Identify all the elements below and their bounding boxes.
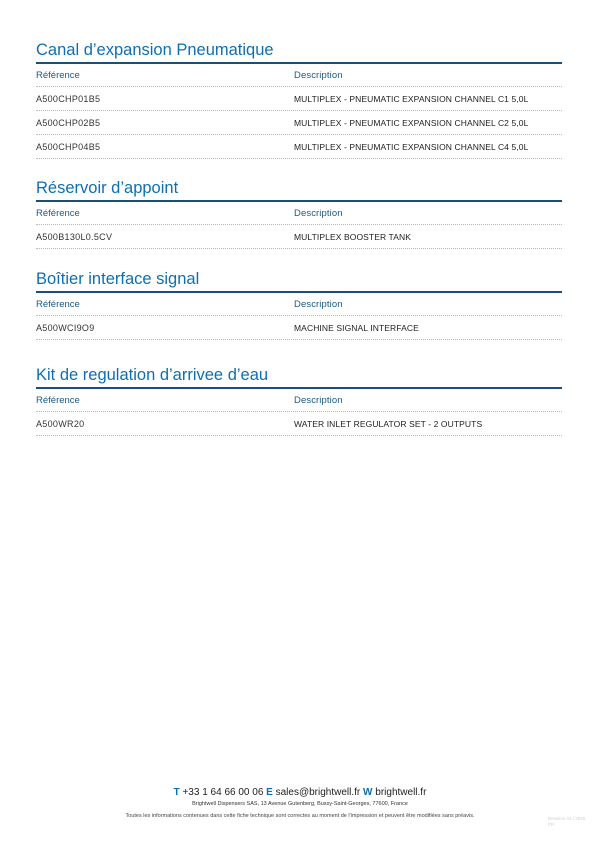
table-header: [36, 202, 562, 225]
table-row: [36, 111, 562, 135]
phone-number[interactable]: +33 1 64 66 00 06: [182, 787, 264, 798]
cell-description: MULTIPLEX - PNEUMATIC EXPANSION CHANNEL C1 5,0L: [294, 93, 529, 104]
section-title: Kit de regulation d’arrivee d’eau: [36, 366, 269, 384]
table-row: [36, 412, 562, 436]
header-description: Description: [294, 69, 343, 81]
section-title: Boîtier interface signal: [36, 270, 200, 288]
cell-reference: A500CHP01B5: [36, 93, 101, 104]
table-header: [36, 389, 562, 412]
table-header: [36, 64, 562, 87]
email-link[interactable]: sales@brightwell.fr: [275, 787, 361, 798]
table-row: [36, 87, 562, 111]
table-row: [36, 316, 562, 340]
section-booster-tank: [36, 178, 562, 249]
product-table: [36, 200, 562, 249]
table-header: [36, 293, 562, 316]
cell-description: MACHINE SIGNAL INTERFACE: [294, 322, 419, 333]
website-label: W: [363, 787, 373, 798]
cell-description: MULTIPLEX - PNEUMATIC EXPANSION CHANNEL C4 5,0L: [294, 141, 529, 152]
cell-description: WATER INLET REGULATOR SET - 2 OUTPUTS: [294, 418, 483, 429]
product-table: [36, 387, 562, 436]
header-reference: Référence: [36, 298, 80, 310]
revision-note: Revision 01 / 2020 FR: [548, 816, 586, 827]
cell-reference: A500B130L0.5CV: [36, 231, 113, 242]
cell-description: MULTIPLEX - PNEUMATIC EXPANSION CHANNEL C2 5,0L: [294, 117, 529, 128]
footer-contact: [0, 787, 600, 798]
header-description: Description: [294, 394, 343, 406]
phone-label: T: [173, 787, 180, 798]
cell-description: MULTIPLEX BOOSTER TANK: [294, 231, 411, 242]
table-row: [36, 135, 562, 159]
section-water-inlet-kit: [36, 365, 562, 436]
section-title: Réservoir d’appoint: [36, 179, 179, 197]
header-reference: Référence: [36, 69, 80, 81]
cell-reference: A500CHP04B5: [36, 141, 101, 152]
header-description: Description: [294, 207, 343, 219]
footer-disclaimer: Toutes les informations contenues dans cette fiche technique sont correctes au moment de l'impression et peuvent être modifiées sans préavis.: [125, 813, 475, 819]
header-reference: Référence: [36, 394, 80, 406]
email-label: E: [266, 787, 273, 798]
table-row: [36, 225, 562, 249]
product-table: [36, 291, 562, 340]
section-signal-interface: [36, 269, 562, 340]
cell-reference: A500WR20: [36, 418, 85, 429]
footer-address: Brightwell Dispensers SAS, 13 Avenue Gutenberg, Bussy-Saint-Georges, 77600, France: [192, 801, 408, 807]
product-table: [36, 62, 562, 159]
section-title: Canal d’expansion Pneumatique: [36, 41, 274, 59]
cell-reference: A500WCI9O9: [36, 322, 95, 333]
website-link[interactable]: brightwell.fr: [375, 787, 427, 798]
header-description: Description: [294, 298, 343, 310]
section-pneumatic-expansion: [36, 40, 562, 159]
header-reference: Référence: [36, 207, 80, 219]
cell-reference: A500CHP02B5: [36, 117, 101, 128]
